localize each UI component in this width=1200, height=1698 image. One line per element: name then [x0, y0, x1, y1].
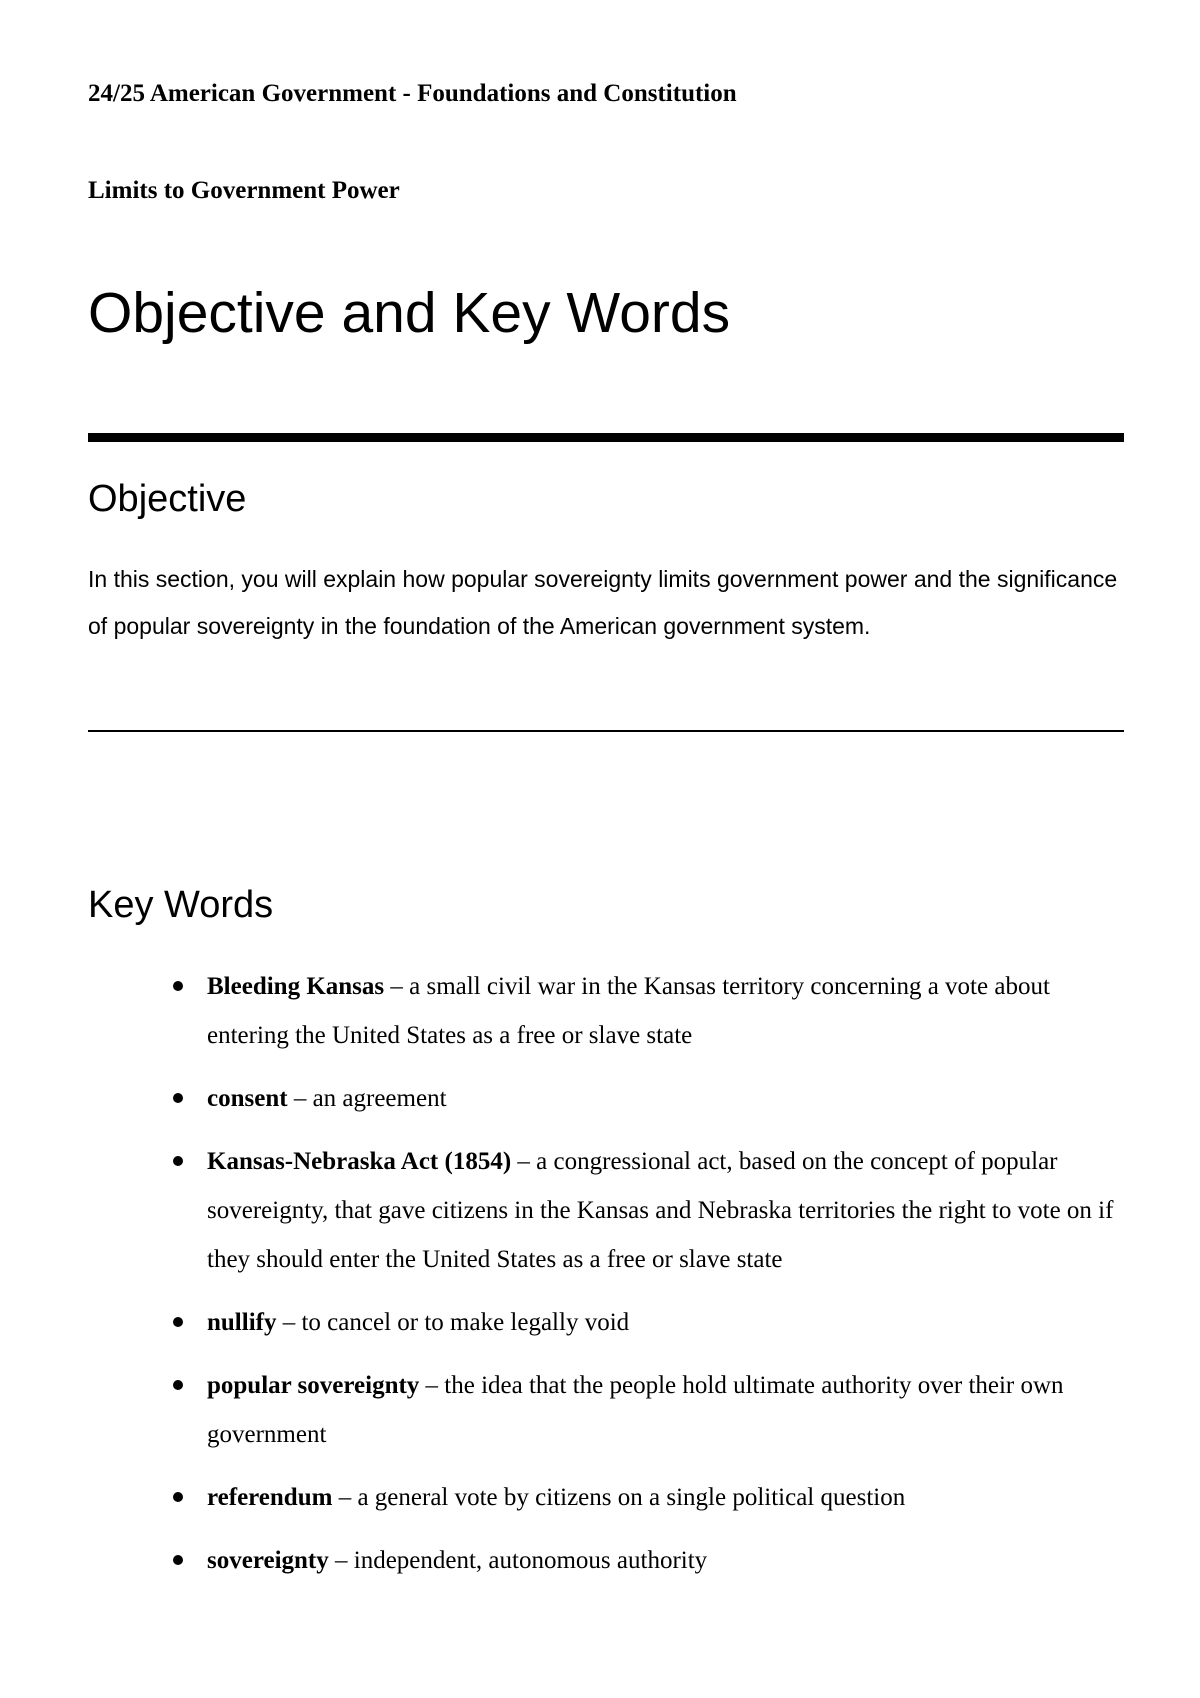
bullet-icon — [173, 981, 183, 991]
lesson-title: Limits to Government Power — [88, 177, 400, 204]
key-word-definition: to cancel or to make legally void — [301, 1309, 630, 1336]
term-separator: – — [276, 1309, 302, 1336]
key-words-list — [88, 962, 1124, 1599]
key-word-definition: a small civil war in the Kansas territory concerning a vote about entering the United States as a free or slave state — [207, 973, 1050, 1049]
term-separator: – — [332, 1484, 358, 1511]
term-separator: – — [419, 1372, 445, 1399]
bullet-icon — [173, 1156, 183, 1166]
objective-text: In this section, you will explain how popular sovereignty limits government power and the significance of popular sovereignty in the foundation of the American government system. — [88, 566, 1118, 639]
bullet-icon — [173, 1380, 183, 1390]
key-word-definition: the idea that the people hold ultimate authority over their own government — [207, 1372, 1064, 1448]
bullet-icon — [173, 1317, 183, 1327]
key-word-definition: a congressional act, based on the concept of popular sovereignty, that gave citizens in the Kansas and Nebraska territories the right to vote on if they should enter the United States as a free or slave state — [207, 1148, 1114, 1273]
key-word-term: referendum — [207, 1484, 333, 1511]
bullet-icon — [173, 1093, 183, 1103]
page-title: Objective and Key Words — [88, 281, 731, 345]
key-word-term: consent — [207, 1085, 288, 1112]
list-item — [88, 1074, 1124, 1123]
term-separator: – — [384, 973, 410, 1000]
list-item — [88, 1298, 1124, 1347]
term-separator: – — [328, 1547, 354, 1574]
bullet-icon — [173, 1492, 183, 1502]
bullet-icon — [173, 1555, 183, 1565]
term-separator: – — [287, 1085, 313, 1112]
key-word-term: Kansas-Nebraska Act (1854) — [207, 1148, 512, 1175]
key-word-definition: independent, autonomous authority — [353, 1547, 708, 1574]
list-item — [88, 1536, 1124, 1585]
thick-divider — [88, 433, 1124, 442]
list-item — [88, 1137, 1124, 1284]
term-separator: – — [511, 1148, 537, 1175]
key-words-heading: Key Words — [88, 884, 274, 926]
list-item — [88, 1473, 1124, 1522]
list-item — [88, 1361, 1124, 1459]
key-word-term: Bleeding Kansas — [207, 973, 385, 1000]
thin-divider — [88, 730, 1124, 732]
key-word-definition: a general vote by citizens on a single political question — [357, 1484, 906, 1511]
key-word-term: popular sovereignty — [207, 1372, 420, 1399]
key-word-term: nullify — [207, 1309, 277, 1336]
list-item — [88, 962, 1124, 1060]
objective-heading: Objective — [88, 478, 247, 520]
course-title: 24/25 American Government - Foundations and Constitution — [88, 80, 737, 107]
key-word-term: sovereignty — [207, 1547, 329, 1574]
key-word-definition: an agreement — [312, 1085, 447, 1112]
